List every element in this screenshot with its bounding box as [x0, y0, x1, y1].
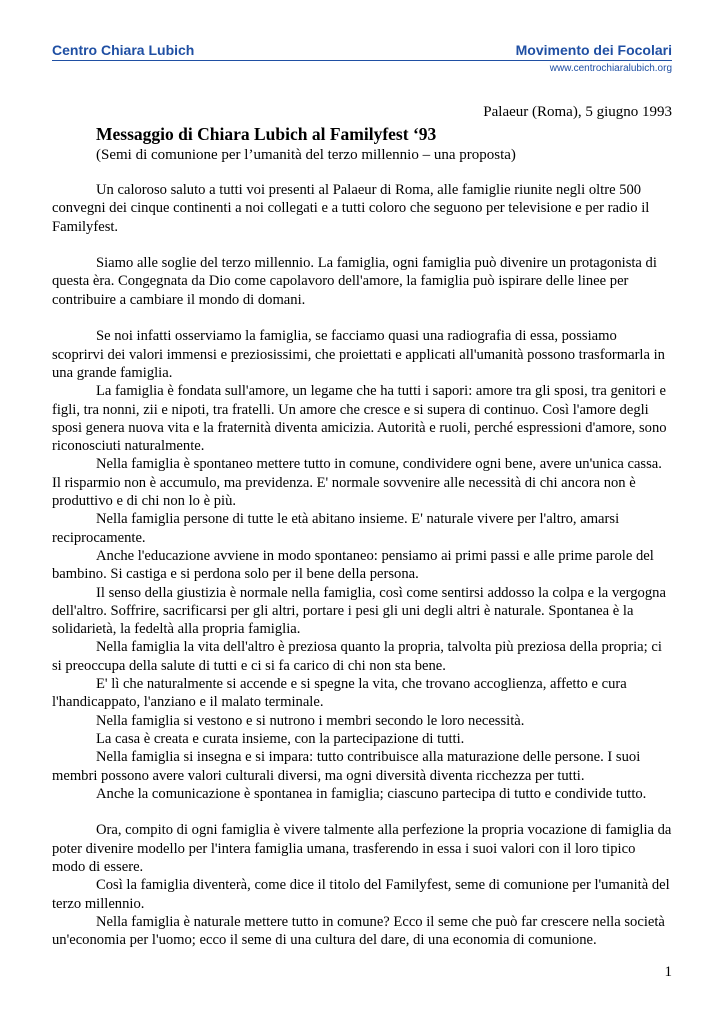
paragraph: La casa è creata e curata insieme, con la partecipazione di tutti.	[96, 730, 465, 747]
paragraph: La famiglia è fondata sull'amore, un legame che ha tutti i sapori: amore tra gli sposi, tra genitori e figli, tra nonni, zii e nipoti, tra fratelli. Un amore che cresce e si supera di continuo. Così l'amore degli sposi genera nuova vita e la fraternità diventa amicizia. Autorità e ruoli, perché espressioni d'amore, sono riconosciuti naturalmente.	[52, 383, 667, 455]
paragraph: E' lì che naturalmente si accende e si spegne la vita, che trovano accoglienza, affetto e cura l'handicappato, l'anziano e il malato terminale.	[52, 676, 627, 711]
header-right-title: Movimento dei Focolari	[515, 42, 672, 58]
paragraph: Anche l'educazione avviene in modo spontaneo: pensiamo ai primi passi e alle prime parole del bambino. Si castiga e si perdona solo per il bene della persona.	[52, 547, 654, 583]
page-header	[52, 42, 672, 78]
paragraph: Il senso della giustizia è normale nella famiglia, così come sentirsi addosso la colpa e la vergogna dell'altro. Soffrire, sacrificarsi per gli altri, portare i pesi gli uni degli altri è naturale. Spontanea è la solidarietà, la fedeltà alla propria famiglia.	[52, 584, 666, 638]
document-subtitle: (Semi di comunione per l’umanità del terzo millennio – una proposta)	[96, 147, 516, 163]
paragraph: Nella famiglia si insegna e si impara: tutto contribuisce alla maturazione delle persone. I suoi membri possono avere valori culturali diversi, ma ogni diversità diventa ricchezza per tutti.	[52, 749, 641, 784]
page-number: 1	[664, 964, 672, 980]
paragraph: Un caloroso saluto a tutti voi presenti al Palaeur di Roma, alle famiglie riunite negli oltre 500 convegni dei cinque continenti a noi collegati e a tutti coloro che seguono per televisione e per radio il Familyfest.	[52, 182, 650, 235]
paragraph: Nella famiglia persone di tutte le età abitano insieme. E' naturale vivere per l'altro, amarsi reciprocamente.	[52, 511, 620, 546]
paragraph: Ora, compito di ogni famiglia è vivere talmente alla perfezione la propria vocazione di famiglia da poter divenire modello per l'intera famiglia umana, trasferendo in essa i suoi valori con il loro tipico modo di essere.	[52, 822, 672, 875]
header-url[interactable]: www.centrochiaralubich.org	[549, 63, 672, 74]
document-title: Messaggio di Chiara Lubich al Familyfest ‘93	[96, 124, 437, 144]
paragraph: Nella famiglia è spontaneo mettere tutto in comune, condividere ogni bene, avere un'unica cassa. Il risparmio non è accumulo, ma previdenza. E' normale sovvenire alle necessità di chi ancora non è produttivo e di chi non lo è più.	[52, 456, 662, 510]
paragraph: Nella famiglia è naturale mettere tutto in comune? Ecco il seme che può far crescere nella società un'economia per l'uomo; ecco il seme di una cultura del dare, di una economia di comunione.	[52, 913, 665, 949]
header-left-title: Centro Chiara Lubich	[52, 42, 195, 58]
paragraph: Anche la comunicazione è spontanea in famiglia; ciascuno partecipa di tutto e condivide tutto.	[96, 785, 647, 802]
paragraph: Nella famiglia la vita dell'altro è preziosa quanto la propria, talvolta più preziosa della propria; ci si preoccupa della salute di tutti e ci si fa carico di chi non sta bene.	[52, 639, 662, 674]
paragraph: Se noi infatti osserviamo la famiglia, se facciamo quasi una radiografia di essa, possiamo scoprirvi dei valori immensi e preziosissimi, che proiettati e applicati all'umanità possono trasformarla in una grande famiglia.	[52, 328, 665, 381]
header-divider	[52, 60, 672, 61]
paragraph: Siamo alle soglie del terzo millennio. La famiglia, ogni famiglia può divenire un protagonista di questa èra. Congegnata da Dio come capolavoro dell'amore, la famiglia può ispirare delle linee per contribuire a cambiare il mondo di domani.	[52, 255, 657, 308]
dateline: Palaeur (Roma), 5 giugno 1993	[483, 104, 672, 120]
paragraph: Così la famiglia diventerà, come dice il titolo del Familyfest, seme di comunione per l'umanità del terzo millennio.	[52, 877, 670, 912]
paragraph: Nella famiglia si vestono e si nutrono i membri secondo le loro necessità.	[96, 712, 525, 729]
document-body	[52, 181, 672, 949]
